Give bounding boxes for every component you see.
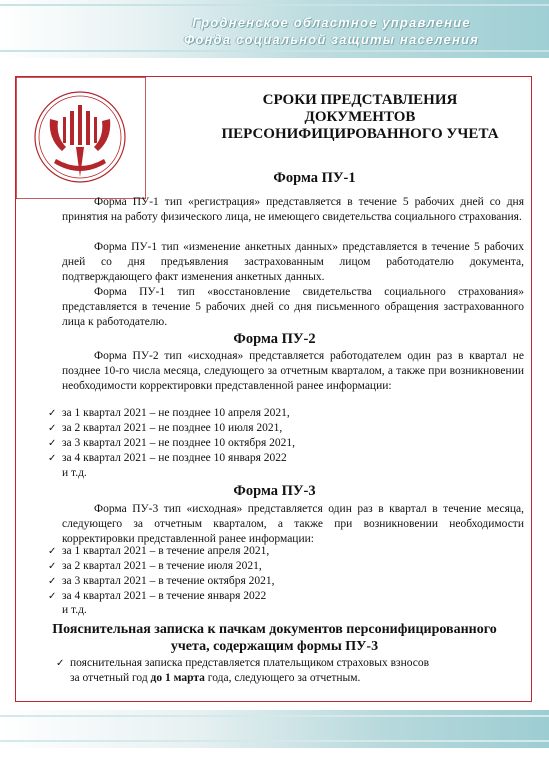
note-deadline: до 1 марта: [150, 672, 205, 684]
list-item: [48, 589, 518, 604]
list-item: [48, 451, 518, 466]
pu2-item-2: за 2 квартал 2021 – не позднее 10 июля 2021,: [62, 422, 283, 434]
note-heading: [0, 621, 549, 655]
organization-line-1: Гродненское областное управление: [192, 15, 471, 30]
pu3-etc: и т.д.: [62, 604, 87, 616]
list-item: [48, 559, 518, 574]
pu2-item-3: за 3 квартал 2021 – не позднее 10 октября 2021,: [62, 437, 296, 449]
note-text-line-2: [56, 671, 526, 686]
pu3-item-3: за 3 квартал 2021 – в течение октября 2021,: [62, 575, 275, 587]
note-text-part-2: за отчетный год: [70, 672, 148, 684]
organization-name: [184, 14, 479, 48]
title-line-3: ПЕРСОНИФИЦИРОВАННОГО УЧЕТА: [221, 126, 499, 142]
pu1-paragraph-1: Форма ПУ-1 тип «регистрация» представляется в течение 5 рабочих дней со дня принятия на работу физического лица, не имеющего свидетельства социального страхования.: [62, 196, 524, 223]
page-title: [200, 92, 520, 143]
list-item: [48, 406, 518, 421]
note-heading-line-2: учета, содержащим формы ПУ-3: [170, 639, 379, 654]
title-line-2: ДОКУМЕНТОВ: [304, 109, 416, 125]
pu2-deadline-list: [48, 406, 518, 466]
note-text-part-3: года, следующего за отчетным.: [207, 672, 361, 684]
pu3-deadline-list: [48, 544, 518, 604]
band-stripe: [0, 50, 549, 52]
note-text-part-1: пояснительная записка представляется плательщиком страховых взносов: [70, 657, 430, 669]
pu2-item-1: за 1 квартал 2021 – не позднее 10 апреля 2021,: [62, 407, 290, 419]
list-item: [48, 574, 518, 589]
checkmark-icon: ✓: [48, 561, 57, 572]
pu3-paragraph: Форма ПУ-3 тип «исходная» представляется один раз в квартал в течение месяца, следующего за отчетным кварталом, а также при возникновении необходимости корректировки представленной ранее информации:: [62, 503, 524, 545]
band-stripe: [0, 715, 549, 717]
band-stripe: [0, 4, 549, 6]
checkmark-icon: ✓: [48, 453, 57, 464]
pu2-heading: Форма ПУ-2: [233, 331, 316, 347]
pu3-item-4: за 4 квартал 2021 – в течение января 2022: [62, 590, 267, 602]
pu2-etc: и т.д.: [62, 467, 87, 479]
pu2-item-4: за 4 квартал 2021 – не позднее 10 января 2022: [62, 452, 287, 464]
pu3-item-1: за 1 квартал 2021 – в течение апреля 2021,: [62, 545, 270, 557]
checkmark-icon: ✓: [48, 576, 57, 587]
note-heading-line-1: Пояснительная записка к пачкам документов персонифицированного: [52, 622, 497, 637]
pu1-paragraph-2: Форма ПУ-1 тип «изменение анкетных данных» представляется в течение 5 рабочих дней со дня предъявления застрахованным лицом работодателю документа, подтверждающего факт изменения анкетных данных.: [62, 241, 524, 283]
band-stripe: [0, 740, 549, 742]
pu1-paragraph-3: Форма ПУ-1 тип «восстановление свидетельства социального страхования» представляется в течение 5 рабочих дней со дня письменного обращения застрахованного лица к работодателю.: [62, 286, 524, 328]
footer-band: [0, 710, 549, 748]
title-line-1: СРОКИ ПРЕДСТАВЛЕНИЯ: [262, 92, 458, 108]
pu3-item-2: за 2 квартал 2021 – в течение июля 2021,: [62, 560, 262, 572]
checkmark-icon: ✓: [48, 438, 57, 449]
list-item: [56, 656, 526, 671]
pu2-paragraph: Форма ПУ-2 тип «исходная» представляется работодателем один раз в квартал не позднее 10-го числа месяца, следующего за отчетным кварталом, а также при возникновении необходимости корректировки представленной ранее информации:: [62, 350, 524, 392]
pu1-heading: Форма ПУ-1: [273, 170, 356, 186]
list-item: [48, 421, 518, 436]
checkmark-icon: ✓: [48, 591, 57, 602]
list-item: [48, 436, 518, 451]
checkmark-icon: ✓: [48, 408, 57, 419]
checkmark-icon: ✓: [56, 658, 65, 669]
pu3-heading: Форма ПУ-3: [233, 483, 316, 499]
checkmark-icon: ✓: [48, 546, 57, 557]
checkmark-icon: ✓: [48, 423, 57, 434]
list-item: [48, 544, 518, 559]
organization-line-2: Фонда социальной защиты населения: [184, 32, 479, 47]
header-band: [0, 0, 549, 58]
note-text: [56, 656, 526, 686]
